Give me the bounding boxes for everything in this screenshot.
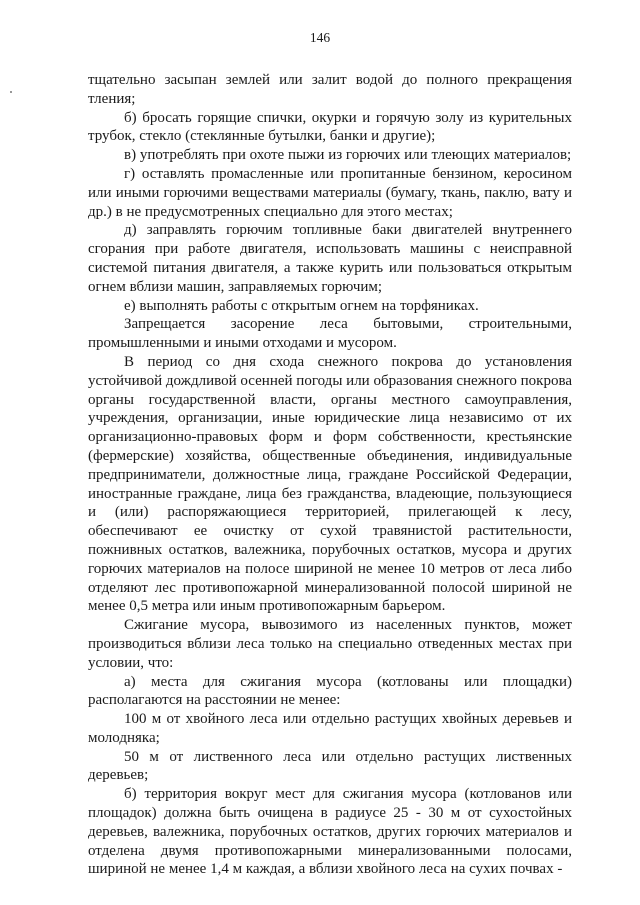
paragraph: д) заправлять горючим топливные баки двигателей внутреннего сгорания при работе двигателя, использовать машины с неисправной системой питания двигателя, а также курить или пользоваться открытым огнем вблизи машин, заправляемых горючим; xyxy=(88,222,572,295)
page-number: 146 xyxy=(309,30,331,45)
paragraph: 100 м от хвойного леса или отдельно растущих хвойных деревьев и молодняка; xyxy=(88,711,572,746)
document-body xyxy=(88,71,572,879)
paragraph: 50 м от лиственного леса или отдельно растущих лиственных деревьев; xyxy=(88,748,572,784)
paragraph: е) выполнять работы с открытым огнем на торфяниках. xyxy=(124,297,479,314)
paragraph: б) территория вокруг мест для сжигания мусора (котлованов или площадок) должна быть очищена в радиусе 25 - 30 м от сухостойных деревьев, валежника, порубочных остатков, других горючих материалов и отделена двумя противопожарными минерализованными полосами, шириной не менее 1,4 м каждая, а вблизи хвойного леса на сухих почвах - xyxy=(88,786,572,878)
paragraph: Запрещается засорение леса бытовыми, строительными, промышленными и иными отходами и мусором. xyxy=(88,316,572,352)
paragraph: Сжигание мусора, вывозимого из населенных пунктов, может производиться вблизи леса только на специально отведенных местах при условии, что: xyxy=(88,617,572,671)
scan-speck xyxy=(10,91,12,93)
paragraph: а) места для сжигания мусора (котлованы или площадки) располагаются на расстоянии не менее: xyxy=(88,673,572,709)
paragraph: В период со дня схода снежного покрова до установления устойчивой дождливой осенней погоды или образования снежного покрова органы государственной власти, органы местного самоуправления, учреждения, организации, иные юридические лица независимо от их организационно-правовых форм и форм собственности, крестьянские (фермерские) хозяйства, общественные объединения, индивидуальные предприниматели, должностные лица, граждане Российской Федерации, иностранные граждане, лица без гражданства, владеющие, пользующиеся и (или) распоряжающиеся территорией, прилегающей к лесу, обеспечивают ее очистку от сухой травянистой растительности, пожнивных остатков, валежника, порубочных остатков, мусора и других горючих материалов на полосе шириной не менее 10 метров от леса либо отделяют лес противопожарной минерализованной полосой шириной не менее 0,5 метра или иным противопожарным барьером. xyxy=(88,353,572,615)
paragraph: тщательно засыпан землей или залит водой до полного прекращения тления; xyxy=(88,72,572,107)
paragraph: в) употреблять при охоте пыжи из горючих или тлеющих материалов; xyxy=(124,147,572,164)
paragraph: б) бросать горящие спички, окурки и горячую золу из курительных трубок, стекло (стеклянные бутылки, банки и другие); xyxy=(88,109,572,145)
paragraph: г) оставлять промасленные или пропитанные бензином, керосином или иными горючими веществами материалы (бумагу, ткань, паклю, вату и др.) в не предусмотренных специально для этого местах; xyxy=(88,165,572,220)
